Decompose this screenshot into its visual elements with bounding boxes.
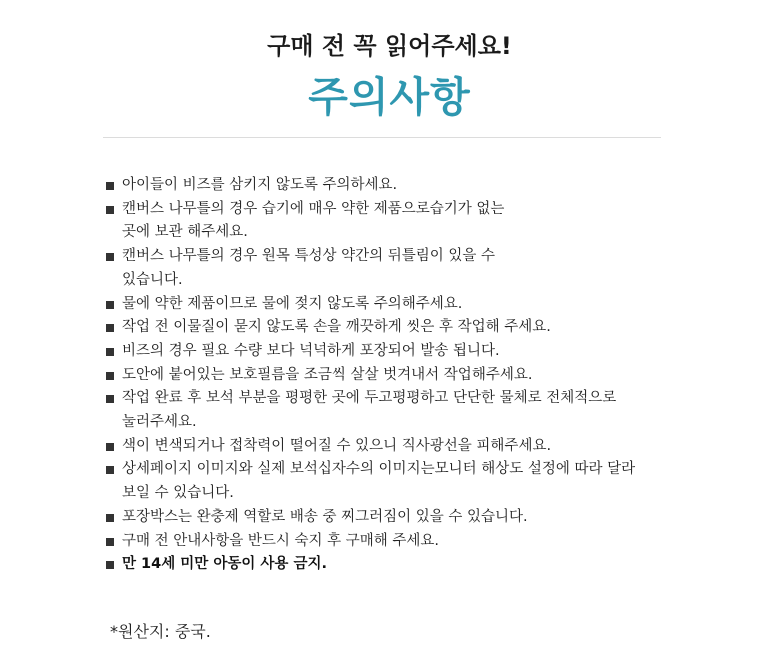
bullet-square-icon [106, 395, 114, 403]
notice-text: 캔버스 나무틀의 경우 습기에 매우 약한 제품으로습기가 없는 곳에 보관 해주세요. [122, 200, 505, 241]
notice-item [105, 340, 715, 364]
notice-item [105, 387, 715, 434]
notice-item [105, 245, 715, 292]
notice-item [105, 530, 715, 554]
bullet-square-icon [106, 253, 114, 261]
notice-text: 캔버스 나무틀의 경우 원목 특성상 약간의 뒤틀림이 있을 수 있습니다. [122, 248, 496, 288]
notice-item [105, 506, 715, 530]
bullet-square-icon [106, 182, 114, 190]
bullet-square-icon [106, 324, 114, 332]
notice-text: 물에 약한 제품이므로 물에 젖지 않도록 주의해주세요. [122, 295, 463, 312]
page-title: 주의사항 [308, 73, 471, 121]
notice-text: 도안에 붙어있는 보호필름을 조금씩 살살 벗겨내서 작업해주세요. [122, 366, 533, 383]
bullet-square-icon [106, 443, 114, 451]
notice-item [105, 435, 715, 459]
notice-text: 만 14세 미만 아동이 사용 금지. [122, 556, 328, 573]
divider [103, 137, 661, 138]
notice-text: 비즈의 경우 필요 수량 보다 넉넉하게 포장되어 발송 됩니다. [122, 342, 500, 359]
notice-item-age-warning [105, 553, 715, 577]
notice-item [105, 458, 715, 505]
notice-item [105, 316, 715, 340]
bullet-square-icon [106, 538, 114, 546]
notice-text: 상세페이지 이미지와 실제 보석십자수의 이미지는모니터 해상도 설정에 따라 달라 보일 수 있습니다. [122, 461, 636, 502]
notice-list [105, 174, 715, 577]
bullet-square-icon [106, 301, 114, 309]
notice-text: 구매 전 안내사항을 반드시 숙지 후 구매해 주세요. [122, 532, 440, 549]
notice-text: 색이 변색되거나 접착력이 떨어질 수 있으니 직사광선을 피해주세요. [122, 437, 552, 454]
bullet-square-icon [106, 514, 114, 522]
bullet-square-icon [106, 561, 114, 569]
subtitle: 구매 전 꼭 읽어주세요! [267, 32, 512, 60]
notice-text: 작업 전 이물질이 묻지 않도록 손을 깨끗하게 씻은 후 작업해 주세요. [122, 319, 551, 336]
bullet-square-icon [106, 466, 114, 474]
bullet-square-icon [106, 348, 114, 356]
notice-item [105, 198, 715, 245]
origin-label: *원산지: 중국. [110, 622, 211, 641]
bullet-square-icon [106, 372, 114, 380]
notice-text: 작업 완료 후 보석 부분을 평평한 곳에 두고평평하고 단단한 물체로 전체적으로 눌러주세요. [122, 390, 617, 431]
notice-item [105, 364, 715, 388]
notice-item [105, 293, 715, 317]
notice-text: 포장박스는 완충제 역할로 배송 중 찌그러짐이 있을 수 있습니다. [122, 508, 528, 525]
notice-text: 아이들이 비즈를 삼키지 않도록 주의하세요. [122, 177, 398, 193]
notice-item [105, 174, 715, 198]
bullet-square-icon [106, 206, 114, 214]
